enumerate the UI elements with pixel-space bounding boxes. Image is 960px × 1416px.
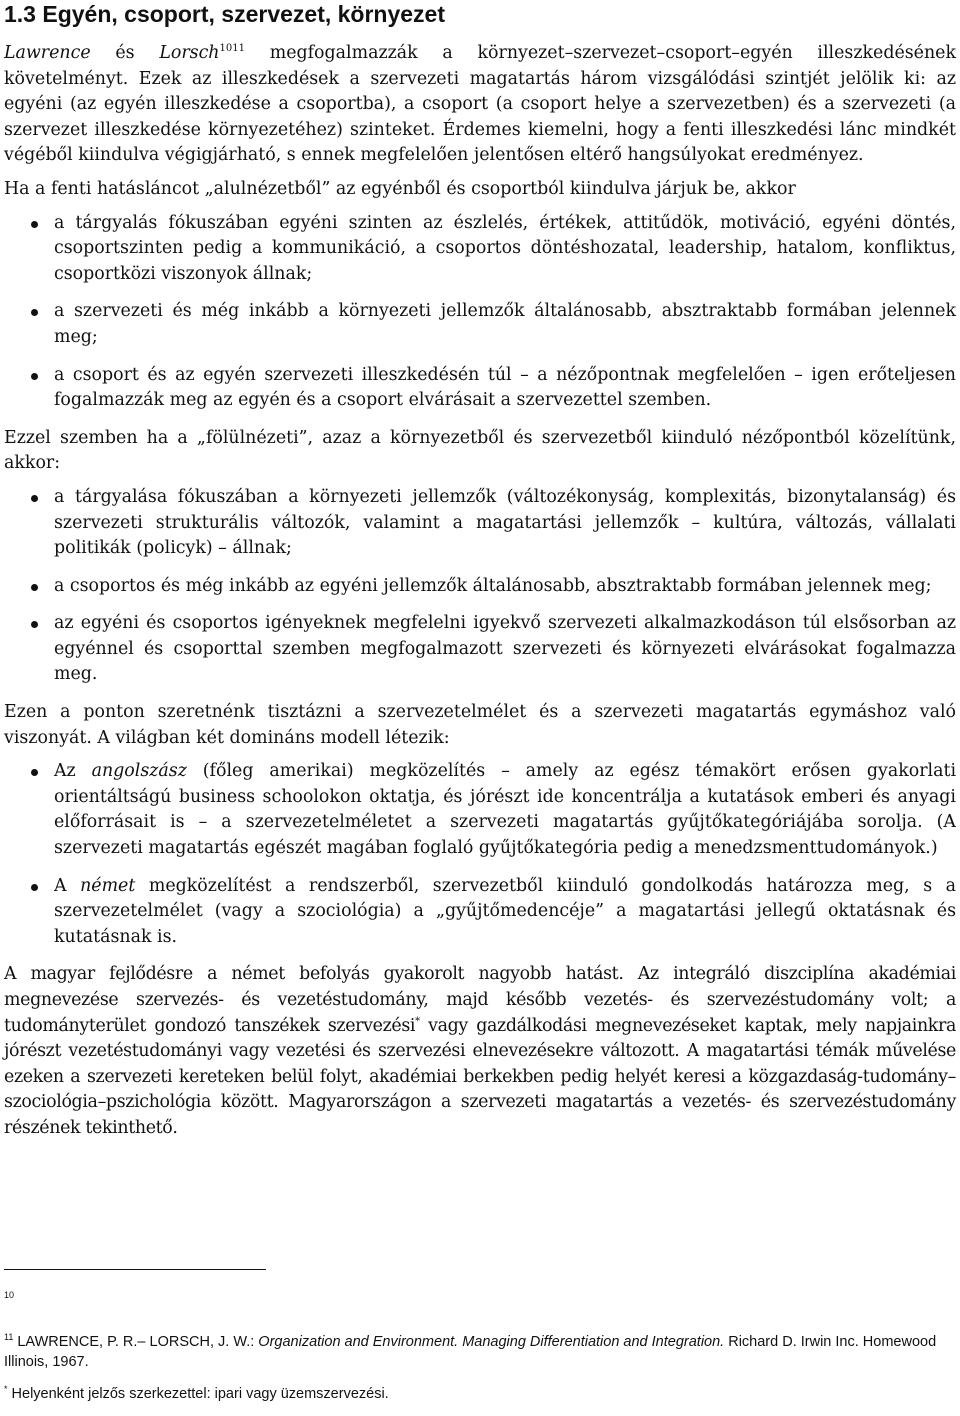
document-page xyxy=(4,0,956,1150)
footnote-authors: LAWRENCE, P. R.– LORSCH, J. W.: xyxy=(13,1334,259,1350)
list-item-anglo-saxon xyxy=(4,759,956,861)
list-item xyxy=(4,574,956,600)
footnote-ref-11[interactable]: 11 xyxy=(232,43,245,55)
bullet-icon xyxy=(31,621,38,628)
list-item-text: a tárgyalása fókuszában a környezeti jellemzők (változékonyság, komplexitás, bizonytalanság) és szervezeti strukturális változók, valamint a magatartási jellemzők – kultúra, változás, vállalati politikák (policyk) – állnak; xyxy=(54,486,956,559)
footnote-text: Helyenként jelzős szerkezettel: ipari vagy üzemszervezési. xyxy=(7,1386,389,1402)
footnote-book-title: Organization and Environment. Managing Differentiation and Integration. xyxy=(258,1334,725,1350)
footnote-number: 10 xyxy=(4,1290,15,1301)
paragraph-bottom-up: Ha a fenti hatásláncot „alulnézetből” az egyénből és csoportból kiindulva járjuk be, akkor xyxy=(4,178,796,199)
list-item-text: a szervezeti és még inkább a környezeti jellemzők általánosabb, absztraktabb formában jelennek meg; xyxy=(54,301,956,347)
bullet-icon xyxy=(31,373,38,380)
paragraph-hungarian-text-b: vagy gazdálkodási megnevezéseket kaptak, mely napjainkra jórészt vezetéstudományi vagy vezetési és szervezési elnevezésekre változott. A magatartási témák művelése ezeken a szervezeti kereteken belül folyt, akadémiai berkekben pedig helyét keresi a közgazdaság-tudomány–szociológia–pszichológia között. Magyarországon a szervezeti magatartás a vezetés- és szervezéstudomány részének tekinthető. xyxy=(4,1015,956,1138)
footnote-separator xyxy=(4,1269,266,1270)
conjunction: és xyxy=(90,43,160,63)
bullet-list-bottom-up xyxy=(4,211,956,414)
bullet-icon xyxy=(31,884,38,891)
list-item-text: a tárgyalás fókuszában egyéni szinten az észlelés, értékek, attitűdök, motiváció, egyéni döntés, csoportszinten pedig a kommunikáció, a csoportos döntéshozatal, leadership, hatalom, konfliktus, csoportközi viszonyok állnak; xyxy=(54,212,956,284)
list-item xyxy=(4,485,956,562)
footnote-number: 11 xyxy=(4,1332,14,1343)
bullet-icon xyxy=(31,584,38,591)
list-item xyxy=(4,363,956,414)
list-item-text: (főleg amerikai) megközelítés – amely az egész témakört erősen gyakorlati orientáltságú business schoolokon oktatja, és jórészt ide koncentrálja a kutatások emberi és anyagi előforrásait is – a szervezetelméletet a szervezeti magatartás gyűjtőkategóriájába sorolja. (A szervezeti magatartás egészét magában foglaló gyűjtőkategória pedig a menedzsmenttudományok.) xyxy=(54,761,957,859)
list-item-pre: A xyxy=(54,875,81,896)
paragraph-top-down: Ezzel szemben ha a „fölülnézeti”, azaz a környezetből és szervezetből kiinduló nézőpontból közelítünk, akkor: xyxy=(4,427,956,474)
list-item-text: az egyéni és csoportos igényeknek megfelelni igyekvő szervezeti alkalmazkodáson túl elsősorban az egyénnel és csoporttal szemben megfogalmazott szervezeti és környezeti elvárásokat fogalmazza meg. xyxy=(54,613,956,685)
footnote-ref-star[interactable]: * xyxy=(415,1015,420,1027)
paragraph-hungarian xyxy=(4,962,956,1141)
paragraph-models: Ezen a ponton szeretnénk tisztázni a szervezetelmélet és a szervezeti magatartás egymáshoz való viszonyát. A világban két domináns modell létezik: xyxy=(4,702,956,748)
list-item-text: megközelítést a rendszerből, szervezetből kiinduló gondolkodás határozza meg, s a szervezetelmélet (vagy a szociológia) a „gyűjtőmedencéje” a magatartási jellegű oktatásnak és kutatásnak is. xyxy=(54,875,957,947)
footnote-publisher: Richard D. Irwin Inc. Homewood Illinois, 1967. xyxy=(4,1334,937,1370)
footnote-number: * xyxy=(4,1384,8,1395)
list-item-text: a csoportos és még inkább az egyéni jellemzők általánosabb, absztraktabb formában jelennek meg; xyxy=(54,575,932,596)
list-item-german xyxy=(4,874,956,951)
bullet-list-top-down xyxy=(4,485,956,688)
list-item-emphasis: német xyxy=(80,875,136,896)
list-item-emphasis: angolszász xyxy=(91,761,187,782)
footnotes xyxy=(4,1269,956,1416)
bullet-icon xyxy=(31,221,38,228)
section-heading: 1.3 Egyén, csoport, szervezet, környezet xyxy=(4,1,446,27)
bullet-icon xyxy=(31,309,38,316)
paragraph-hungarian-text-a: A magyar fejlődésre a német befolyás gyakorolt nagyobb hatást. Az integráló diszciplína akadémiai megnevezése szervezés- és vezetéstudomány, majd később vezetés- és szervezéstudomány volt; a tudományterület gondozó tanszékek szervezési xyxy=(4,964,956,1036)
footnote-ref-10[interactable]: 10 xyxy=(219,43,233,55)
footnote-11 xyxy=(4,1332,956,1372)
list-item-pre: Az xyxy=(54,761,92,782)
bullet-icon xyxy=(31,495,38,502)
footnote-10 xyxy=(4,1290,956,1310)
list-item-text: a csoport és az egyén szervezeti illeszkedésén túl – a nézőpontnak megfelelően – igen erőteljesen fogalmazzák meg az egyén és a csoport elvárásait a szervezettel szemben. xyxy=(54,364,956,411)
bullet-icon xyxy=(31,769,38,776)
footnote-star xyxy=(4,1384,956,1404)
paragraph-intro xyxy=(4,41,956,169)
list-item xyxy=(4,611,956,688)
list-item xyxy=(4,299,956,350)
list-item xyxy=(4,211,956,288)
bullet-list-models xyxy=(4,759,956,950)
paragraph-intro-text: megfogalmazzák a környezet–szervezet–csoport–egyén illeszkedésének követelményt. Ezek az illeszkedések a szervezeti magatartás három vizsgálódási szintjét jelölik ki: az egyéni (az egyén illeszkedése a csoportba), a csoport (a csoport helye a szervezetben) és a szervezeti (a szervezet illeszkedése környezetéhez) szinteket. Érdemes kiemelni, hogy a fenti illeszkedési lánc mindkét végéből kiindulva végigjárható, s ennek megfelelően jelentősen eltérő hangsúlyokat eredményez. xyxy=(4,43,956,166)
author-lorsch: Lorsch xyxy=(159,43,220,63)
author-lawrence: Lawrence xyxy=(4,43,91,63)
